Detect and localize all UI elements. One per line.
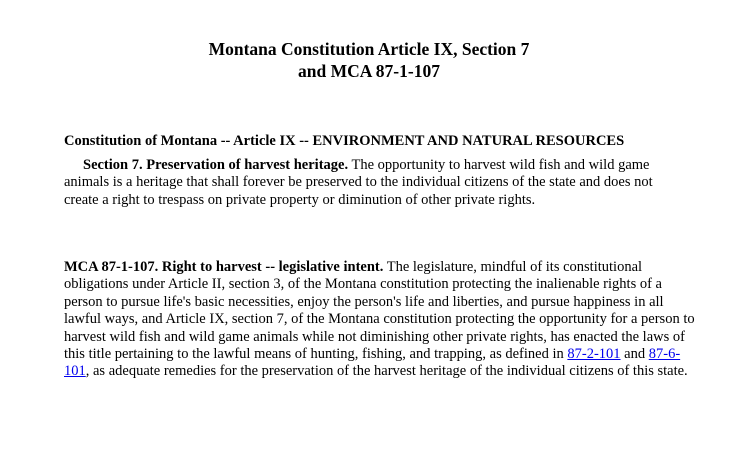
- page-title: [0, 38, 738, 82]
- constitution-heading: Constitution of Montana -- Article IX -- ENVIRONMENT AND NATURAL RESOURCES: [64, 133, 625, 149]
- mca-label: MCA 87-1-107. Right to harvest -- legislative intent.: [64, 259, 384, 275]
- mca-text-part-2: and: [620, 346, 649, 363]
- section-7-text: The opportunity to harvest wild fish and wild game animals is a heritage that shall forever be preserved to the individual citizens of the state and does not create a right to trespass on private property or diminution of other private rights.: [64, 157, 653, 208]
- section-7-label: Section 7. Preservation of harvest heritage.: [83, 157, 349, 173]
- page-title-line-1: Montana Constitution Article IX, Section 7: [208, 39, 530, 59]
- mca-text-part-1: The legislature, mindful of its constitutional obligations under Article II, section 3, of the Montana constitution protecting the inalienable rights of a person to pursue life's basic necessities, enjoy the person's life and liberties, and pursue happiness in all lawful ways, and Article IX, section 7, of the Montana constitution protecting the opportunity for a person to harvest wild fish and wild game animals while not diminishing other private rights, has enacted the laws of this title pertaining to the lawful means of hunting, fishing, and trapping, as defined in: [64, 259, 695, 363]
- link-87-2-101[interactable]: 87-2-101: [567, 346, 621, 363]
- link-87-6-101[interactable]: 87-6-101: [64, 346, 681, 380]
- mca-text-part-3: , as adequate remedies for the preservation of the harvest heritage of the individual citizens of this state.: [85, 363, 688, 380]
- page-title-line-2: and MCA 87-1-107: [298, 61, 440, 81]
- constitution-section-7-paragraph: [64, 157, 690, 209]
- mca-87-1-107-paragraph: [64, 259, 696, 381]
